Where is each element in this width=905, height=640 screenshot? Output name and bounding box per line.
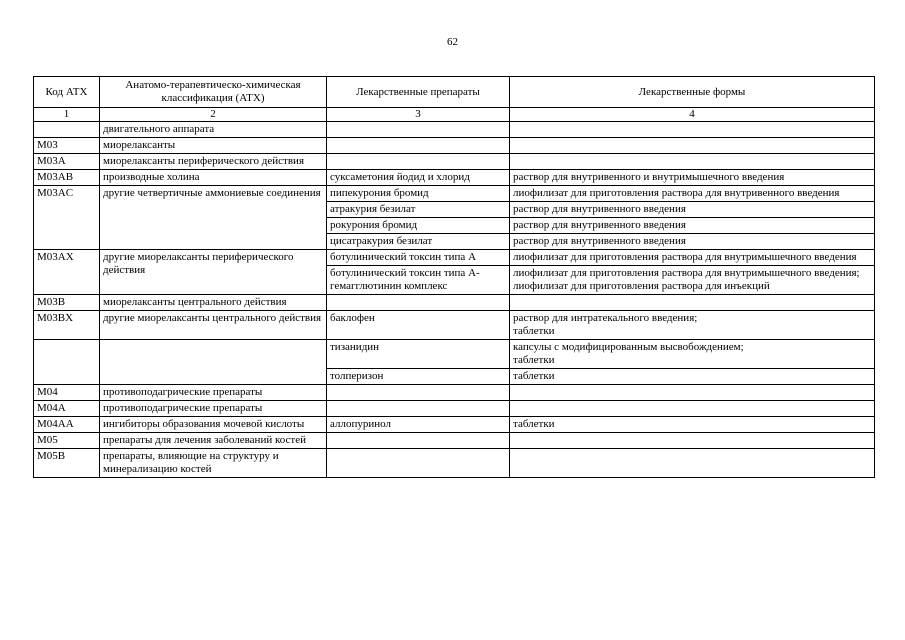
column-number: 2 <box>100 108 327 122</box>
page-number: 62 <box>447 36 458 48</box>
form-cell: раствор для внутривенного введения <box>510 202 875 218</box>
form-cell: капсулы с модифицированным высвобождением; таблетки <box>510 340 875 369</box>
table-row <box>34 186 875 202</box>
classification-cell: двигательного аппарата <box>100 122 327 138</box>
classification-cell: миорелаксанты центрального действия <box>100 295 327 311</box>
header-drugs: Лекарственные препараты <box>327 77 510 108</box>
column-number: 1 <box>34 108 100 122</box>
table-body <box>34 122 875 478</box>
table-row <box>34 295 875 311</box>
drug-cell: атракурия безилат <box>327 202 510 218</box>
form-cell: таблетки <box>510 417 875 433</box>
classification-cell: другие миорелаксанты периферического действия <box>100 250 327 295</box>
drug-cell: цисатракурия безилат <box>327 234 510 250</box>
form-cell: раствор для интратекального введения; таблетки <box>510 311 875 340</box>
drug-cell <box>327 385 510 401</box>
drug-cell: рокурония бромид <box>327 218 510 234</box>
header-forms: Лекарственные формы <box>510 77 875 108</box>
classification-cell: миорелаксанты <box>100 138 327 154</box>
form-cell: раствор для внутривенного введения <box>510 218 875 234</box>
atx-code-cell: M04A <box>34 401 100 417</box>
form-cell: таблетки <box>510 369 875 385</box>
form-cell <box>510 401 875 417</box>
drug-cell <box>327 154 510 170</box>
form-cell <box>510 295 875 311</box>
form-cell <box>510 138 875 154</box>
column-number: 3 <box>327 108 510 122</box>
drug-cell <box>327 138 510 154</box>
classification-cell: другие миорелаксанты центрального действия <box>100 311 327 340</box>
table-row <box>34 449 875 478</box>
drug-cell <box>327 433 510 449</box>
drug-cell: ботулинический токсин типа А <box>327 250 510 266</box>
header-code: Код АТХ <box>34 77 100 108</box>
classification-cell: другие четвертичные аммониевые соединения <box>100 186 327 250</box>
form-cell: лиофилизат для приготовления раствора для внутримышечного введения; лиофилизат для приготовления раствора для инъекций <box>510 266 875 295</box>
form-cell: раствор для внутривенного введения <box>510 234 875 250</box>
column-number: 4 <box>510 108 875 122</box>
drug-cell: суксаметония йодид и хлорид <box>327 170 510 186</box>
form-cell: лиофилизат для приготовления раствора для внутривенного введения <box>510 186 875 202</box>
header-row <box>34 77 875 108</box>
drug-cell: аллопуринол <box>327 417 510 433</box>
atx-code-cell <box>34 122 100 138</box>
table-row <box>34 122 875 138</box>
form-cell <box>510 122 875 138</box>
table-row <box>34 385 875 401</box>
atx-code-cell: M04 <box>34 385 100 401</box>
classification-cell: ингибиторы образования мочевой кислоты <box>100 417 327 433</box>
classification-cell <box>100 340 327 385</box>
classification-cell: препараты для лечения заболеваний костей <box>100 433 327 449</box>
table-row <box>34 433 875 449</box>
drug-cell: толперизон <box>327 369 510 385</box>
table-row <box>34 401 875 417</box>
table-row <box>34 170 875 186</box>
drug-cell: ботулинический токсин типа А-гемагглютинин комплекс <box>327 266 510 295</box>
drug-cell: пипекурония бромид <box>327 186 510 202</box>
form-cell <box>510 433 875 449</box>
column-number-row <box>34 108 875 122</box>
classification-cell: миорелаксанты периферического действия <box>100 154 327 170</box>
classification-cell: противоподагрические препараты <box>100 385 327 401</box>
drug-cell: тизанидин <box>327 340 510 369</box>
atx-code-cell: M05 <box>34 433 100 449</box>
drug-cell <box>327 295 510 311</box>
classification-cell: производные холина <box>100 170 327 186</box>
table-row <box>34 311 875 340</box>
form-cell <box>510 154 875 170</box>
form-cell: раствор для внутривенного и внутримышечного введения <box>510 170 875 186</box>
table-header <box>34 77 875 122</box>
drug-cell <box>327 401 510 417</box>
atx-code-cell: M03AB <box>34 170 100 186</box>
classification-cell: противоподагрические препараты <box>100 401 327 417</box>
atx-code-cell: M03BX <box>34 311 100 340</box>
atx-code-cell: M03A <box>34 154 100 170</box>
drug-cell <box>327 122 510 138</box>
form-cell <box>510 385 875 401</box>
atx-code-cell: M03 <box>34 138 100 154</box>
atx-classification-table <box>33 76 875 478</box>
classification-cell: препараты, влияющие на структуру и минерализацию костей <box>100 449 327 478</box>
atx-code-cell <box>34 340 100 385</box>
header-classification: Анатомо-терапевтическо-химическая классификация (АТХ) <box>100 77 327 108</box>
form-cell <box>510 449 875 478</box>
atx-code-cell: M03AC <box>34 186 100 250</box>
atx-code-cell: M05B <box>34 449 100 478</box>
table-row <box>34 138 875 154</box>
table-row <box>34 340 875 369</box>
table-row <box>34 250 875 266</box>
drug-cell: баклофен <box>327 311 510 340</box>
table-row <box>34 417 875 433</box>
atx-code-cell: M04AA <box>34 417 100 433</box>
form-cell: лиофилизат для приготовления раствора для внутримышечного введения <box>510 250 875 266</box>
atx-code-cell: M03B <box>34 295 100 311</box>
drug-cell <box>327 449 510 478</box>
atx-code-cell: M03AX <box>34 250 100 295</box>
table-row <box>34 154 875 170</box>
